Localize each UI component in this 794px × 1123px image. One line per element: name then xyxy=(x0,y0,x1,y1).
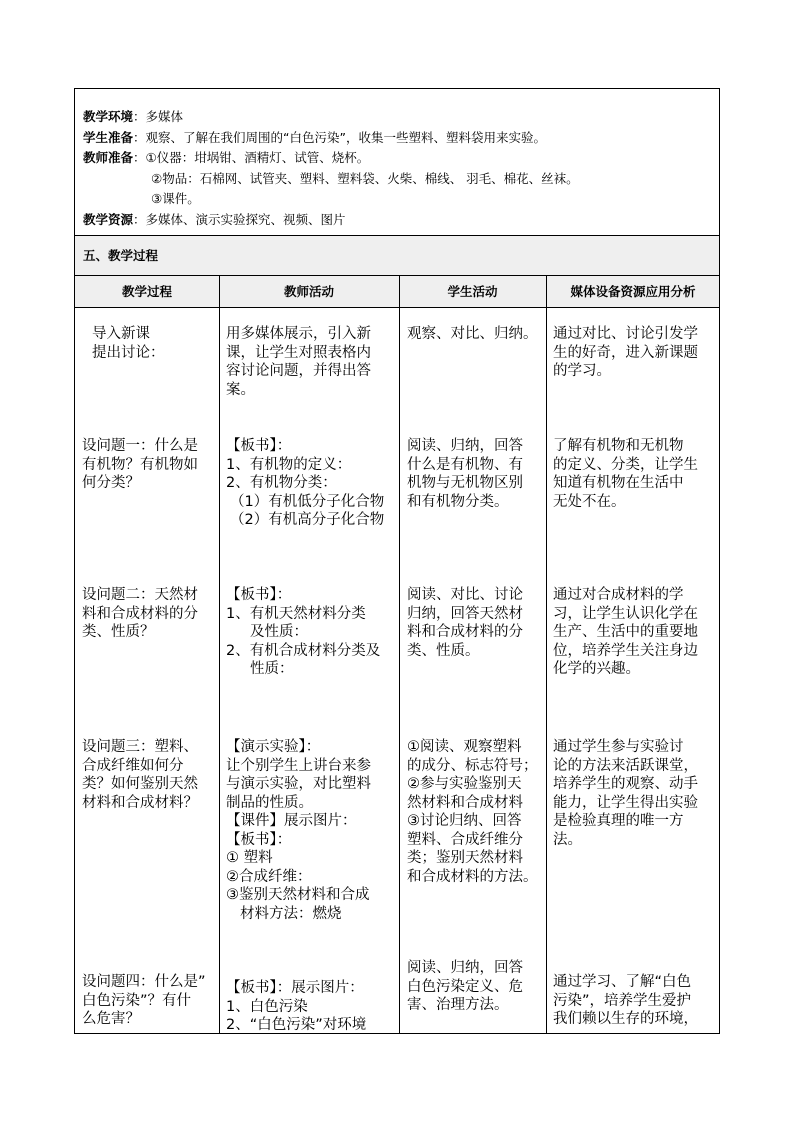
column-divider xyxy=(546,276,547,1033)
section-title: 五、教学过程 xyxy=(75,236,719,276)
environment-label: 教学环境 xyxy=(83,109,134,124)
teacher-activity-cell: 【板书】： 1、有机物的定义： 2、有机物分类： （1）有机低分子化合物 （2）有机高分子化合物 xyxy=(226,438,385,528)
column-header-analysis: 媒体设备资源应用分析 xyxy=(570,284,696,299)
analysis-cell: 通过对比、讨论引发学 生的好奇，进入新课题 的学习。 xyxy=(553,326,698,379)
student-prep-label: 学生准备 xyxy=(83,129,134,145)
process-cell: 导入新课 提出讨论： xyxy=(92,326,165,361)
process-cell: 设问题四：什么是” 白色污染”？有什 么危害？ xyxy=(82,974,206,1027)
column-divider xyxy=(399,276,400,1033)
environment-line xyxy=(83,107,719,128)
process-cell: 设问题三：塑料、 合成纤维如何分 类？如何鉴别天然 材料和合成材料？ xyxy=(82,739,198,811)
column-divider xyxy=(219,276,220,1033)
student-activity-cell: 阅读、对比、讨论 归纳，回答天然材 料和合成材料的分 类、性质。 xyxy=(407,587,523,659)
column-header-process: 教学过程 xyxy=(121,284,172,299)
analysis-cell: 通过对合成材料的学 习，让学生认识化学在 生产、生活中的重要地 位，培养学生关注身边 化学的兴趣。 xyxy=(553,587,698,677)
resources-line xyxy=(83,210,719,231)
student-prep-value: ：观察、了解在我们周围的“白色污染”，收集一些塑料、塑料袋用来实验。 xyxy=(133,129,546,145)
analysis-cell: 通过学习、了解“白色 污染”，培养学生爱护 我们赖以生存的环境， xyxy=(553,974,698,1027)
teacher-prep-value: ：①仪器：坩埚钳、酒精灯、试管、烧杯。 xyxy=(133,150,370,165)
student-activity-cell: 阅读、归纳，回答 白色污染定义、危 害、治理方法。 xyxy=(407,960,523,1013)
teacher-prep-line xyxy=(83,148,719,169)
student-activity-cell: 观察、对比、归纳。 xyxy=(407,326,538,342)
process-cell: 设问题一：什么是 有机物？有机物如 何分类？ xyxy=(82,438,198,491)
resources-label: 教学资源 xyxy=(83,211,134,227)
teacher-activity-cell: 用多媒体展示，引入新 课，让学生对照表格内 容讨论问题，并得出答 案。 xyxy=(226,326,371,398)
column-header-teacher: 教师活动 xyxy=(283,284,334,299)
student-activity-cell: 阅读、归纳，回答 什么是有机物、有 机物与无机物区别 和有机物分类。 xyxy=(407,438,523,510)
process-cell: 设问题二：天然材 料和合成材料的分 类、性质？ xyxy=(82,587,198,640)
teacher-activity-cell: 【板书】：展示图片： 1、白色污染 2、“白色污染”对环境 xyxy=(226,980,367,1033)
analysis-cell: 了解有机物和无机物 的定义、分类，让学生 知道有机物在生活中 无处不在。 xyxy=(553,438,698,510)
student-activity-cell: ①阅读、观察塑料 的成分、标志符号； ②参与实验鉴别天 然材料和合成材料 ③讨论归纳、回答 塑料、合成纤维分 类；鉴别天然材料 和合成材料的方法。 xyxy=(407,739,538,885)
teacher-prep-item-3: ③课件。 xyxy=(151,191,200,206)
teacher-activity-cell: 【板书】： 1、有机天然材料分类 及性质： 2、有机合成材料分类及 性质： xyxy=(226,587,381,677)
lesson-plan-table xyxy=(74,88,720,1034)
column-header-row xyxy=(75,276,719,308)
resources-value: ：多媒体、演示实验探究、视频、图片 xyxy=(133,211,346,227)
teaching-info-block xyxy=(75,89,719,236)
teacher-activity-cell: 【演示实验】： 让个别学生上讲台来参 与演示实验，对比塑料 制品的性质。 【课件】展示图片： 【板书】： ① 塑料 ②合成纤维： ③鉴别天然材料和合成 材料方法：燃烧 xyxy=(226,739,371,922)
environment-value: ：多媒体 xyxy=(133,109,184,124)
analysis-cell: 通过学生参与实验讨 论的方法来活跃课堂， 培养学生的观察、动手 能力，让学生得出实验 是检验真理的唯一方 法。 xyxy=(553,739,698,848)
column-header-student: 学生活动 xyxy=(447,284,498,299)
teacher-prep-label: 教师准备 xyxy=(83,150,134,165)
teacher-prep-item-2: ②物品：石棉网、试管夹、塑料、塑料袋、火柴、棉线、 羽毛、棉花、丝袜。 xyxy=(151,170,579,186)
student-prep-line xyxy=(83,128,719,149)
